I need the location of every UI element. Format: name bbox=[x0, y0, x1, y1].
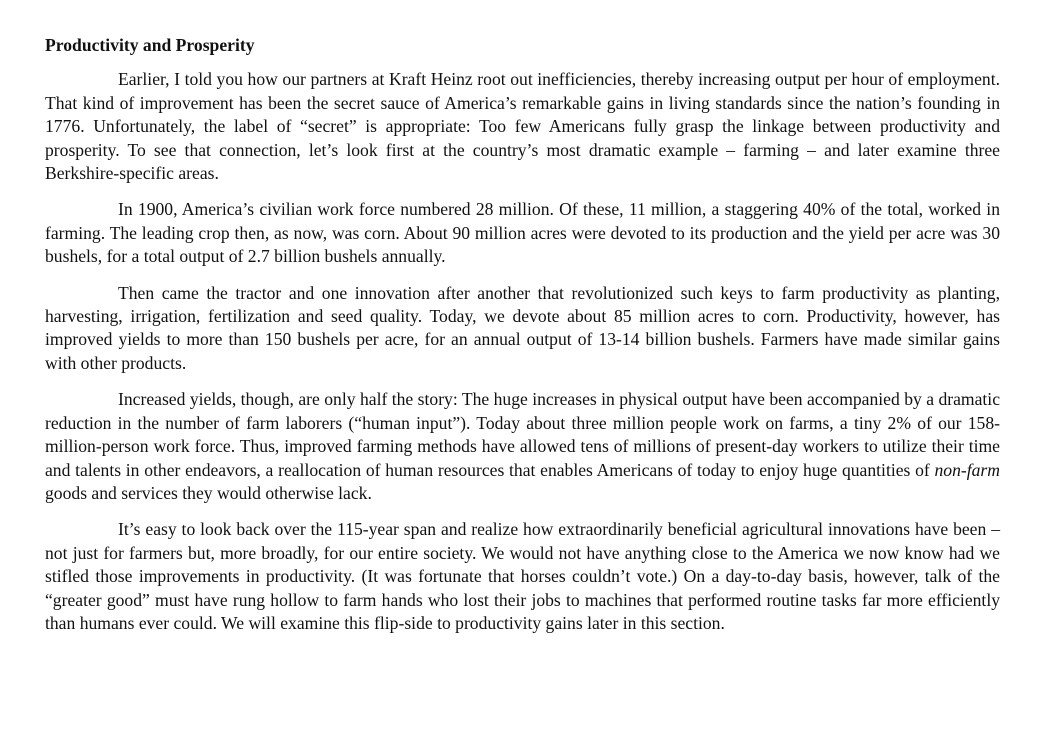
paragraph-tractor-innovation: Then came the tractor and one innovation after another that revolutionized such keys to farm productivity as planting, harvesting, irrigation, fertilization and seed quality. Today, we devote about 85 million acres to corn. Productivity, however, has improved yields to more than 150 bushels per acre, for an annual output of 13-14 billion bushels. Farmers have made similar gains with other products. bbox=[45, 282, 1000, 373]
section-heading: Productivity and Prosperity bbox=[45, 35, 255, 55]
paragraph-greater-good: It’s easy to look back over the 115-year span and realize how extraordinarily beneficial agricultural innovations have been – not just for farmers but, more broadly, for our entire society. We would not have anything close to the America we now know had we stifled those improvements in productivity. (It was fortunate that horses couldn’t vote.) On a day-to-day basis, however, talk of the “greater good” must have rung hollow to farm hands who lost their jobs to machines that performed routine tasks far more efficiently than humans ever could. We will examine this flip-side to productivity gains later in this section. bbox=[45, 519, 1000, 633]
paragraph-text-part: goods and services they would otherwise lack. bbox=[45, 482, 372, 503]
paragraph-kraft-heinz: Earlier, I told you how our partners at Kraft Heinz root out inefficiencies, thereby increasing output per hour of employment. That kind of improvement has been the secret sauce of America’s remarkable gains in living standards since the nation’s founding in 1776. Unfortunately, the label of “secret” is appropriate: Too few Americans fully grasp the linkage between productivity and prosperity. To see that connection, let’s look first at the country’s most dramatic example – farming – and later examine three Berkshire-specific areas. bbox=[45, 69, 1000, 184]
paragraph-text-part: Increased yields, though, are only half the story: The huge increases in physical output have been accompanied by a dramatic reduction in the number of farm laborers (“human input”). Today about three million people work on farms, a tiny 2% of our 158-million-person work force. Thus, improved farming methods have allowed tens of millions of present-day workers to utilize their time and talents in other endeavors, a reallocation of human resources that enables Americans of today to enjoy huge quantities of bbox=[45, 389, 1000, 480]
paragraph-human-input bbox=[45, 388, 1000, 505]
document-page bbox=[45, 34, 1000, 648]
emphasis-non-farm: non-farm bbox=[934, 459, 1000, 480]
paragraph-1900-workforce: In 1900, America’s civilian work force numbered 28 million. Of these, 11 million, a staggering 40% of the total, worked in farming. The leading crop then, as now, was corn. About 90 million acres were devoted to its production and the yield per acre was 30 bushels, for a total output of 2.7 billion bushels annually. bbox=[45, 199, 1000, 267]
